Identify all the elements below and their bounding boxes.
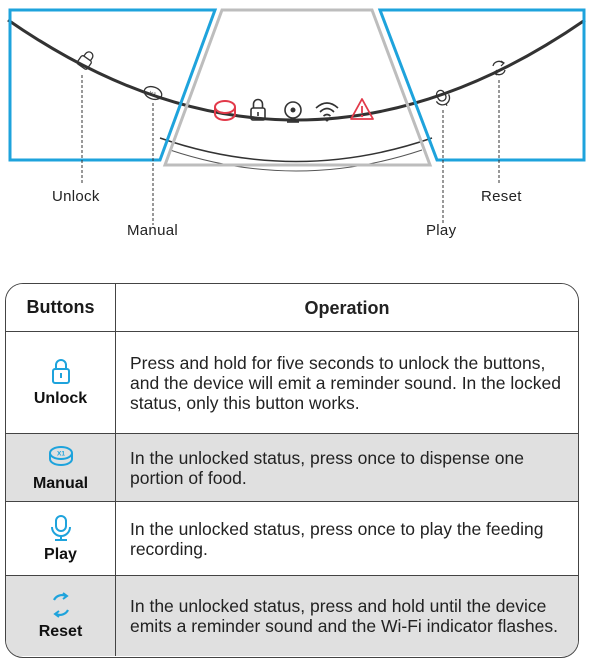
- refresh-icon: [46, 591, 76, 619]
- right-highlight-frame: [380, 10, 584, 160]
- header-operation: Operation: [304, 297, 390, 318]
- left-highlight-frame: [10, 10, 215, 160]
- device-lower-arc-2: [170, 150, 422, 171]
- manual-feed-icon: [46, 443, 76, 471]
- row-button-label: Unlock: [33, 389, 88, 407]
- table-row-unlock: [6, 331, 578, 433]
- row-operation-text: In the unlocked status, press and hold until the device emits a reminder sound and the Wi-Fi indicator flashes.: [130, 596, 558, 636]
- microphone-icon: [46, 514, 76, 542]
- table-row-manual: [6, 433, 578, 501]
- callout-play: Play: [426, 222, 457, 239]
- buttons-operation-table: [5, 283, 579, 658]
- lock-icon: [46, 358, 76, 386]
- manual-feed-indicator-icon: [215, 101, 235, 120]
- callout-reset: Reset: [481, 188, 522, 205]
- device-manual-badge: X1: [147, 90, 157, 99]
- manual-icon-badge: X1: [56, 450, 65, 457]
- callout-unlock: Unlock: [52, 188, 100, 205]
- table-header-row: [6, 284, 578, 331]
- row-button-label: Play: [44, 545, 77, 563]
- table-row-reset: [6, 575, 578, 656]
- row-button-label: Reset: [38, 623, 83, 640]
- row-operation-text: Press and hold for five seconds to unlock the buttons, and the device will emit a reminder sound. In the locked status, only this button works.: [130, 352, 561, 413]
- device-top-panel-diagram: [0, 0, 593, 260]
- row-operation-text: In the unlocked status, press once to play the feeding recording.: [130, 518, 544, 559]
- row-button-label: Manual: [32, 474, 89, 492]
- callout-manual: Manual: [127, 222, 178, 239]
- table-row-play: [6, 501, 578, 575]
- header-buttons: Buttons: [6, 284, 116, 331]
- row-operation-text: In the unlocked status, press once to dispense one portion of food.: [130, 447, 525, 488]
- device-lower-arc: [160, 138, 432, 162]
